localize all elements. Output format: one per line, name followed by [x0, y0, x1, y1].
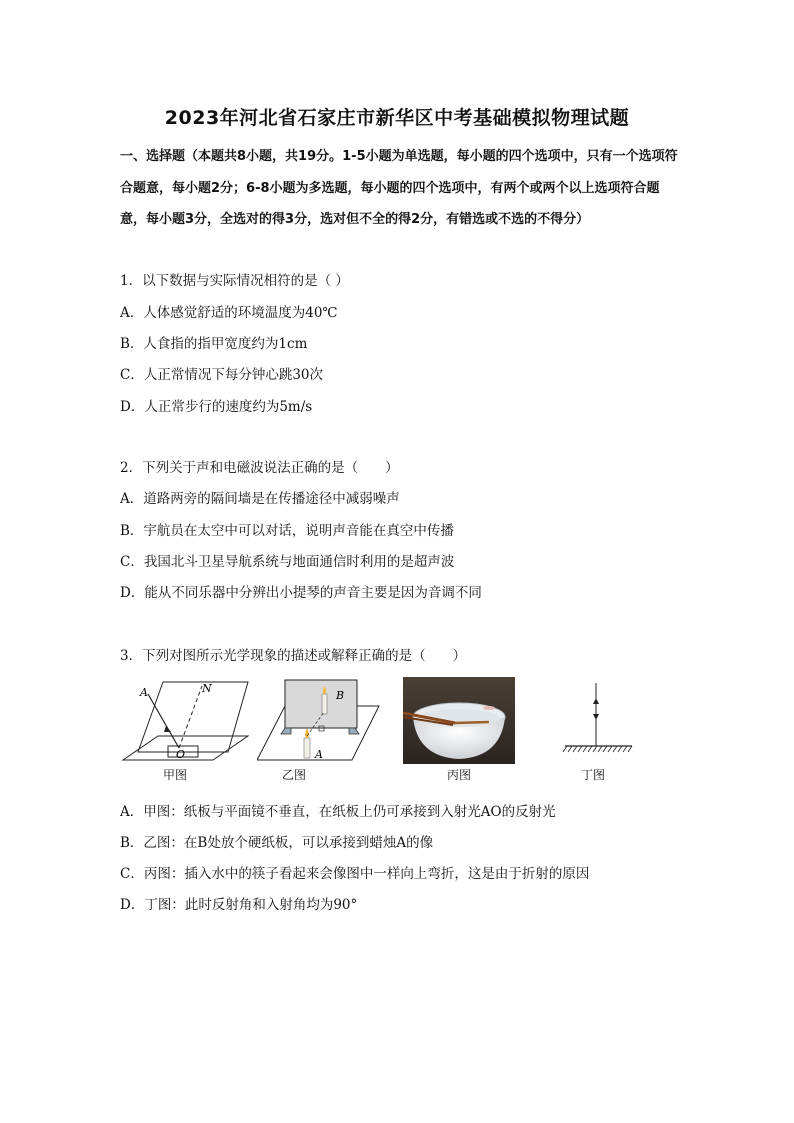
- figure-jia-label-o: O: [176, 748, 186, 761]
- question-1-option-a: A．人体感觉舒适的环境温度为40℃: [120, 305, 338, 321]
- question-3-option-b: B．乙图：在B处放个硬纸板，可以承接到蜡烛A的像: [120, 835, 434, 851]
- question-3-option-a: A．甲图：纸板与平面镜不垂直，在纸板上仍可承接到入射光AO的反射光: [120, 804, 556, 820]
- figure-bing-caption: 丙图: [446, 768, 471, 782]
- question-1-option-b: B．人食指的指甲宽度约为1cm: [120, 336, 308, 352]
- question-2-option-a: A．道路两旁的隔间墙是在传播途径中减弱噪声: [120, 491, 400, 507]
- figure-ding: [560, 680, 635, 760]
- page-title: 2023年河北省石家庄市新华区中考基础模拟物理试题: [164, 107, 630, 129]
- question-3-option-d: D．丁图：此时反射角和入射角均为90°: [120, 897, 358, 913]
- figure-yi-label-a: A: [315, 748, 323, 761]
- question-3-option-c: C．丙图：插入水中的筷子看起来会像图中一样向上弯折，这是由于折射的原因: [120, 866, 590, 882]
- question-2-option-d: D．能从不同乐器中分辨出小提琴的声音主要是因为音调不同: [120, 585, 482, 601]
- figure-yi-label-b: B: [336, 689, 345, 702]
- question-2-stem: 2．下列关于声和电磁波说法正确的是（ ）: [120, 460, 399, 476]
- figure-bing-photo: [403, 677, 515, 764]
- figure-yi-caption: 乙图: [281, 768, 306, 782]
- question-1-option-d: D．人正常步行的速度约为5m/s: [120, 399, 313, 415]
- figure-jia: [118, 676, 253, 764]
- figure-jia-label-n: N: [202, 682, 212, 695]
- question-2-option-b: B．宇航员在太空中可以对话，说明声音能在真空中传播: [120, 523, 454, 539]
- figure-jia-caption: 甲图: [162, 768, 187, 782]
- section-heading: 一、选择题（本题共8小题，共19分。1-5小题为单选题，每小题的四个选项中，只有一个选项符合题意，每小题2分；6-8小题为多选题，每小题的四个选项中，有两个或两个以上选项符合题意，每小题3分，全选对的得3分，选对但不全的得2分，有错选或不选的不得分）: [120, 149, 678, 227]
- question-1-stem: 1．以下数据与实际情况相符的是（ ）: [120, 273, 349, 289]
- question-3-stem: 3．下列对图所示光学现象的描述或解释正确的是（ ）: [120, 648, 467, 664]
- figure-jia-label-a: A: [140, 686, 148, 699]
- question-2-option-c: C．我国北斗卫星导航系统与地面通信时利用的是超声波: [120, 554, 455, 570]
- figure-yi: [257, 676, 380, 764]
- question-1-option-c: C．人正常情况下每分钟心跳30次: [120, 367, 324, 383]
- figure-ding-caption: 丁图: [580, 768, 605, 782]
